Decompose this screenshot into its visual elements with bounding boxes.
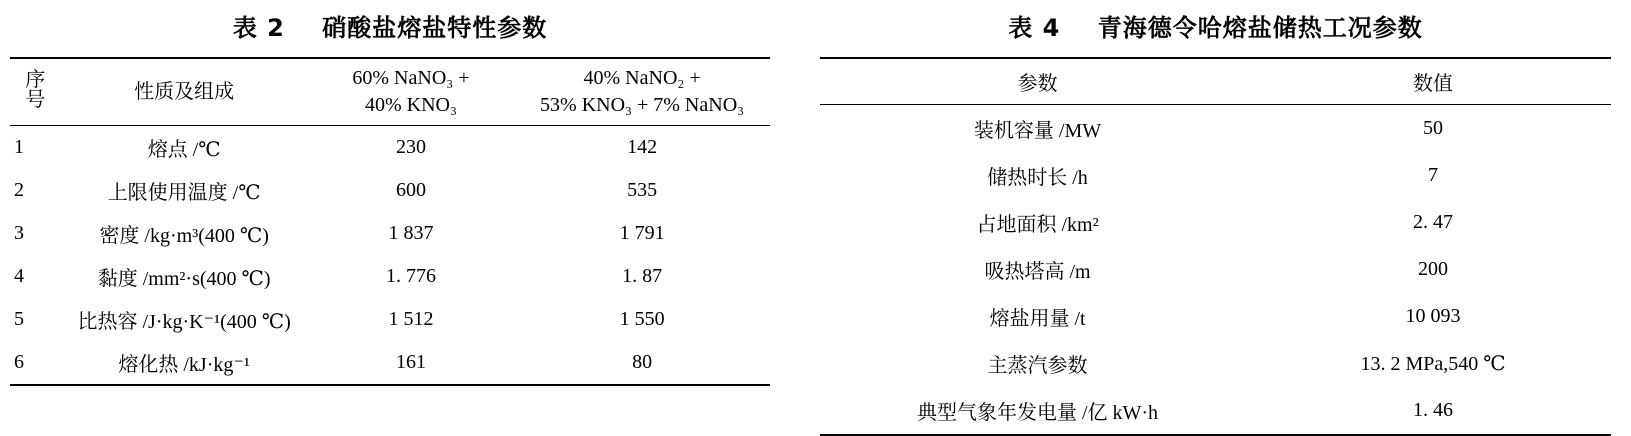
table-2-cell-value1: 230 bbox=[308, 126, 514, 170]
table-2-cell-value2: 535 bbox=[627, 179, 658, 201]
table-row bbox=[820, 387, 1611, 435]
table-4-cell-param: 主蒸汽参数 bbox=[987, 355, 1088, 377]
table-row bbox=[10, 341, 770, 385]
table-2-header-mix1 bbox=[308, 58, 514, 126]
table-4-cell-param: 占地面积 /km² bbox=[976, 214, 1099, 236]
table-4 bbox=[820, 57, 1611, 436]
table-4-cell-value: 2. 47 bbox=[1413, 211, 1454, 233]
table-row bbox=[820, 246, 1611, 293]
table-4-head bbox=[820, 58, 1611, 105]
table-2-cell-value1: 161 bbox=[308, 341, 514, 385]
table-4-block bbox=[790, 0, 1631, 424]
table-2-cell-property: 黏度 /mm²·s(400 ℃) bbox=[97, 268, 271, 290]
table-2-cell-value1: 1 512 bbox=[388, 308, 434, 330]
table-2-cell-value2: 1. 87 bbox=[622, 265, 663, 287]
table-4-body bbox=[820, 105, 1611, 436]
table-2-header-mix1-line2: 40% KNO₃ bbox=[364, 94, 457, 116]
table-4-header-value: 数值 bbox=[1255, 58, 1611, 105]
table-2-header-seq-line1: 序 bbox=[25, 69, 46, 91]
table-2-header-mix2-line1: 40% NaNO₂ + bbox=[583, 67, 701, 89]
table-2-cell-index: 4 bbox=[14, 265, 24, 287]
table-4-cell-value: 10 093 bbox=[1405, 305, 1461, 327]
table-4-cell-param: 典型气象年发电量 /亿 kW·h bbox=[820, 387, 1255, 435]
table-row bbox=[10, 212, 770, 255]
table-2-header-mix2 bbox=[514, 58, 770, 126]
table-2-head bbox=[10, 58, 770, 126]
table-2-cell-property: 上限使用温度 /℃ bbox=[107, 182, 261, 204]
table-4-cell-value: 13. 2 MPa,540 ℃ bbox=[1360, 353, 1506, 375]
table-2-cell-value2: 142 bbox=[514, 126, 770, 170]
table-4-cell-param: 熔盐用量 /t bbox=[989, 308, 1086, 330]
table-row bbox=[820, 105, 1611, 153]
table-2-cell-value1: 1 837 bbox=[388, 222, 434, 244]
table-2-cell-property: 比热容 /J·kg·K⁻¹(400 ℃) bbox=[77, 311, 291, 333]
table-row bbox=[820, 199, 1611, 246]
table-2-cell-value2: 1 550 bbox=[619, 308, 665, 330]
table-2-cell-index: 2 bbox=[14, 179, 24, 201]
table-4-cell-value: 1. 46 bbox=[1255, 387, 1611, 435]
table-4-cell-param: 装机容量 /MW bbox=[820, 105, 1255, 153]
table-2-cell-index: 3 bbox=[14, 222, 24, 244]
table-4-title: 表 4 青海德令哈熔盐储热工况参数 bbox=[1008, 14, 1423, 42]
table-row bbox=[10, 298, 770, 341]
table-2-block bbox=[0, 0, 790, 420]
table-row bbox=[820, 293, 1611, 340]
table-4-cell-param: 储热时长 /h bbox=[987, 167, 1088, 189]
table-2-body bbox=[10, 126, 770, 386]
table-row bbox=[10, 255, 770, 298]
table-row bbox=[820, 340, 1611, 387]
table-2-header-seq-line2: 号 bbox=[25, 89, 46, 111]
table-2-cell-property: 熔点 /℃ bbox=[61, 126, 308, 170]
table-4-cell-value: 200 bbox=[1418, 258, 1449, 280]
table-4-header-param: 参数 bbox=[820, 58, 1255, 105]
table-2-cell-property: 熔化热 /kJ·kg⁻¹ bbox=[61, 341, 308, 385]
table-2-cell-index: 1 bbox=[10, 126, 61, 170]
table-row bbox=[820, 152, 1611, 199]
table-2-cell-value1: 600 bbox=[395, 179, 426, 201]
table-4-cell-value: 50 bbox=[1255, 105, 1611, 153]
table-row bbox=[10, 126, 770, 170]
table-2-header-mix2-line2: 53% KNO₃ + 7% NaNO₃ bbox=[540, 94, 745, 116]
table-4-cell-param: 吸热塔高 /m bbox=[984, 261, 1091, 283]
table-2-cell-index: 6 bbox=[10, 341, 61, 385]
table-2-cell-value2: 80 bbox=[514, 341, 770, 385]
table-2 bbox=[10, 57, 770, 386]
table-2-header-seq bbox=[10, 58, 61, 126]
table-2-title: 表 2 硝酸盐熔盐特性参数 bbox=[232, 14, 548, 42]
table-2-cell-value1: 1. 776 bbox=[385, 265, 436, 287]
table-2-cell-property: 密度 /kg·m³(400 ℃) bbox=[99, 225, 269, 247]
table-2-cell-value2: 1 791 bbox=[619, 222, 665, 244]
table-2-header-property: 性质及组成 bbox=[61, 58, 308, 126]
table-2-header-mix1-line1: 60% NaNO₃ + bbox=[352, 67, 470, 89]
table-4-header-row bbox=[820, 58, 1611, 105]
table-2-header-row bbox=[10, 58, 770, 126]
table-row bbox=[10, 169, 770, 212]
table-2-cell-index: 5 bbox=[14, 308, 24, 330]
table-4-cell-value: 7 bbox=[1428, 164, 1439, 186]
